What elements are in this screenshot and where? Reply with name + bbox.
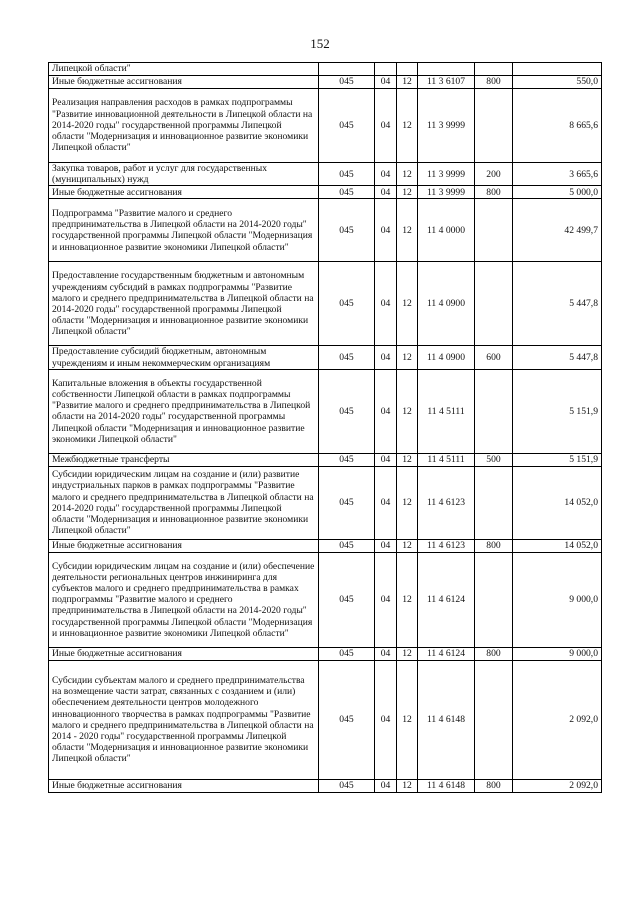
amount-cell: 2 092,0 <box>513 660 602 779</box>
table-row <box>49 369 602 453</box>
amount-cell: 550,0 <box>513 76 602 89</box>
ministry-code-cell: 045 <box>319 369 375 453</box>
section-code-cell: 04 <box>375 76 397 89</box>
subsection-code-cell: 12 <box>397 779 418 792</box>
target-article-code-cell: 11 4 6148 <box>418 660 475 779</box>
table-row <box>49 647 602 660</box>
item-name-cell: Реализация направления расходов в рамках подпрограммы "Развитие инновационной деятельности в Липецкой области на 2014-2020 годы" государственной программы Липецкой области "Модернизация и инновационное развитие экономики Липецкой области" <box>49 89 319 163</box>
amount-cell: 5 151,9 <box>513 453 602 466</box>
table-row <box>49 466 602 539</box>
expense-type-code-cell <box>475 369 513 453</box>
subsection-code-cell: 12 <box>397 262 418 346</box>
amount-cell: 42 499,7 <box>513 199 602 262</box>
amount-cell: 9 000,0 <box>513 647 602 660</box>
subsection-code-cell: 12 <box>397 647 418 660</box>
section-code-cell: 04 <box>375 186 397 199</box>
ministry-code-cell: 045 <box>319 647 375 660</box>
item-name-cell: Иные бюджетные ассигнования <box>49 539 319 552</box>
amount-cell: 2 092,0 <box>513 779 602 792</box>
item-name-cell: Подпрограмма "Развитие малого и среднего предпринимательства в Липецкой области на 2014-2020 годы" государственной программы Липецкой области "Модернизация и инновационное развитие экономики Липецкой области" <box>49 199 319 262</box>
item-name-cell: Предоставление субсидий бюджетным, автономным учреждениям и иным некоммерческим организациям <box>49 346 319 369</box>
target-article-code-cell: 11 4 6123 <box>418 539 475 552</box>
section-code-cell: 04 <box>375 453 397 466</box>
expense-type-code-cell <box>475 89 513 163</box>
target-article-code-cell: 11 4 6124 <box>418 647 475 660</box>
section-code-cell: 04 <box>375 369 397 453</box>
expense-type-code-cell <box>475 552 513 647</box>
section-code-cell: 04 <box>375 660 397 779</box>
table-row <box>49 76 602 89</box>
table-row <box>49 163 602 186</box>
target-article-code-cell: 11 4 5111 <box>418 369 475 453</box>
subsection-code-cell: 12 <box>397 539 418 552</box>
subsection-code-cell: 12 <box>397 660 418 779</box>
amount-cell: 5 447,8 <box>513 262 602 346</box>
amount-cell: 8 665,6 <box>513 89 602 163</box>
item-name-cell: Иные бюджетные ассигнования <box>49 647 319 660</box>
subsection-code-cell: 12 <box>397 186 418 199</box>
target-article-code-cell: 11 4 5111 <box>418 453 475 466</box>
subsection-code-cell: 12 <box>397 466 418 539</box>
target-article-code-cell: 11 4 6124 <box>418 552 475 647</box>
subsection-code-cell <box>397 63 418 76</box>
subsection-code-cell: 12 <box>397 199 418 262</box>
subsection-code-cell: 12 <box>397 89 418 163</box>
expense-type-code-cell <box>475 63 513 76</box>
expense-type-code-cell: 800 <box>475 186 513 199</box>
item-name-cell: Липецкой области" <box>49 63 319 76</box>
section-code-cell: 04 <box>375 539 397 552</box>
section-code-cell: 04 <box>375 163 397 186</box>
amount-cell: 5 000,0 <box>513 186 602 199</box>
section-code-cell: 04 <box>375 647 397 660</box>
ministry-code-cell: 045 <box>319 262 375 346</box>
table-row <box>49 453 602 466</box>
target-article-code-cell: 11 3 9999 <box>418 186 475 199</box>
ministry-code-cell: 045 <box>319 552 375 647</box>
expense-type-code-cell: 800 <box>475 76 513 89</box>
item-name-cell: Иные бюджетные ассигнования <box>49 76 319 89</box>
item-name-cell: Межбюджетные трансферты <box>49 453 319 466</box>
target-article-code-cell <box>418 63 475 76</box>
table-row <box>49 552 602 647</box>
ministry-code-cell: 045 <box>319 779 375 792</box>
ministry-code-cell: 045 <box>319 186 375 199</box>
table-row <box>49 539 602 552</box>
expense-type-code-cell: 800 <box>475 539 513 552</box>
item-name-cell: Капитальные вложения в объекты государственной собственности Липецкой области в рамках подпрограммы "Развитие малого и среднего предпринимательства в Липецкой области на 2014-2020 годы" государственной программы Липецкой области "Модернизация и инновационное развитие экономики Липецкой области" <box>49 369 319 453</box>
subsection-code-cell: 12 <box>397 163 418 186</box>
section-code-cell: 04 <box>375 552 397 647</box>
item-name-cell: Субсидии юридическим лицам на создание и (или) развитие индустриальных парков в рамках подпрограммы "Развитие малого и среднего предпринимательства в Липецкой области на 2014-2020 годы" государственной программы Липецкой области "Модернизация и инновационное развитие экономики Липецкой области" <box>49 466 319 539</box>
table-row <box>49 89 602 163</box>
expense-type-code-cell: 800 <box>475 647 513 660</box>
expense-type-code-cell <box>475 199 513 262</box>
item-name-cell: Иные бюджетные ассигнования <box>49 186 319 199</box>
amount-cell: 9 000,0 <box>513 552 602 647</box>
section-code-cell: 04 <box>375 779 397 792</box>
target-article-code-cell: 11 4 0900 <box>418 262 475 346</box>
table-row <box>49 660 602 779</box>
item-name-cell: Закупка товаров, работ и услуг для государственных (муниципальных) нужд <box>49 163 319 186</box>
table-row <box>49 346 602 369</box>
target-article-code-cell: 11 3 9999 <box>418 89 475 163</box>
subsection-code-cell: 12 <box>397 453 418 466</box>
ministry-code-cell: 045 <box>319 539 375 552</box>
section-code-cell: 04 <box>375 199 397 262</box>
amount-cell: 14 052,0 <box>513 466 602 539</box>
ministry-code-cell: 045 <box>319 346 375 369</box>
target-article-code-cell: 11 4 0900 <box>418 346 475 369</box>
expense-type-code-cell <box>475 262 513 346</box>
section-code-cell: 04 <box>375 89 397 163</box>
page-number: 152 <box>310 36 330 51</box>
expense-type-code-cell <box>475 466 513 539</box>
item-name-cell: Предоставление государственным бюджетным и автономным учреждениям субсидий в рамках подпрограммы "Развитие малого и среднего предпринимательства в Липецкой области на 2014-2020 годы" государственной программы Липецкой области "Модернизация и инновационное развитие экономики Липецкой области" <box>49 262 319 346</box>
amount-cell: 3 665,6 <box>513 163 602 186</box>
expense-type-code-cell: 800 <box>475 779 513 792</box>
target-article-code-cell: 11 4 0000 <box>418 199 475 262</box>
subsection-code-cell: 12 <box>397 552 418 647</box>
amount-cell <box>513 63 602 76</box>
amount-cell: 5 447,8 <box>513 346 602 369</box>
item-name-cell: Иные бюджетные ассигнования <box>49 779 319 792</box>
table-row <box>49 63 602 76</box>
expense-type-code-cell <box>475 660 513 779</box>
section-code-cell: 04 <box>375 466 397 539</box>
section-code-cell <box>375 63 397 76</box>
ministry-code-cell: 045 <box>319 660 375 779</box>
expense-type-code-cell: 600 <box>475 346 513 369</box>
ministry-code-cell: 045 <box>319 89 375 163</box>
ministry-code-cell <box>319 63 375 76</box>
target-article-code-cell: 11 4 6123 <box>418 466 475 539</box>
ministry-code-cell: 045 <box>319 163 375 186</box>
ministry-code-cell: 045 <box>319 76 375 89</box>
budget-table <box>48 62 602 793</box>
ministry-code-cell: 045 <box>319 453 375 466</box>
item-name-cell: Субсидии юридическим лицам на создание и (или) обеспечение деятельности региональных центров инжиниринга для субъектов малого и среднего предпринимательства в рамках подпрограммы "Развитие малого и среднего предпринимательства в Липецкой области на 2014-2020 годы" государственной программы Липецкой области "Модернизация и инновационное развитие экономики Липецкой области" <box>49 552 319 647</box>
item-name-cell: Субсидии субъектам малого и среднего предпринимательства на возмещение части затрат, связанных с созданием и (или) обеспечением деятельности центров молодежного инновационного творчества в рамках подпрограммы "Развитие малого и среднего предпринимательства в Липецкой области на 2014 - 2020 годы" государственной программы Липецкой области "Модернизация и инновационное развитие экономики Липецкой области" <box>49 660 319 779</box>
budget-table-body <box>49 63 602 793</box>
amount-cell: 14 052,0 <box>513 539 602 552</box>
table-row <box>49 199 602 262</box>
section-code-cell: 04 <box>375 346 397 369</box>
table-row <box>49 779 602 792</box>
subsection-code-cell: 12 <box>397 76 418 89</box>
target-article-code-cell: 11 3 9999 <box>418 163 475 186</box>
table-row <box>49 262 602 346</box>
subsection-code-cell: 12 <box>397 369 418 453</box>
expense-type-code-cell: 200 <box>475 163 513 186</box>
section-code-cell: 04 <box>375 262 397 346</box>
amount-cell: 5 151,9 <box>513 369 602 453</box>
target-article-code-cell: 11 3 6107 <box>418 76 475 89</box>
target-article-code-cell: 11 4 6148 <box>418 779 475 792</box>
ministry-code-cell: 045 <box>319 199 375 262</box>
expense-type-code-cell: 500 <box>475 453 513 466</box>
ministry-code-cell: 045 <box>319 466 375 539</box>
subsection-code-cell: 12 <box>397 346 418 369</box>
table-row <box>49 186 602 199</box>
